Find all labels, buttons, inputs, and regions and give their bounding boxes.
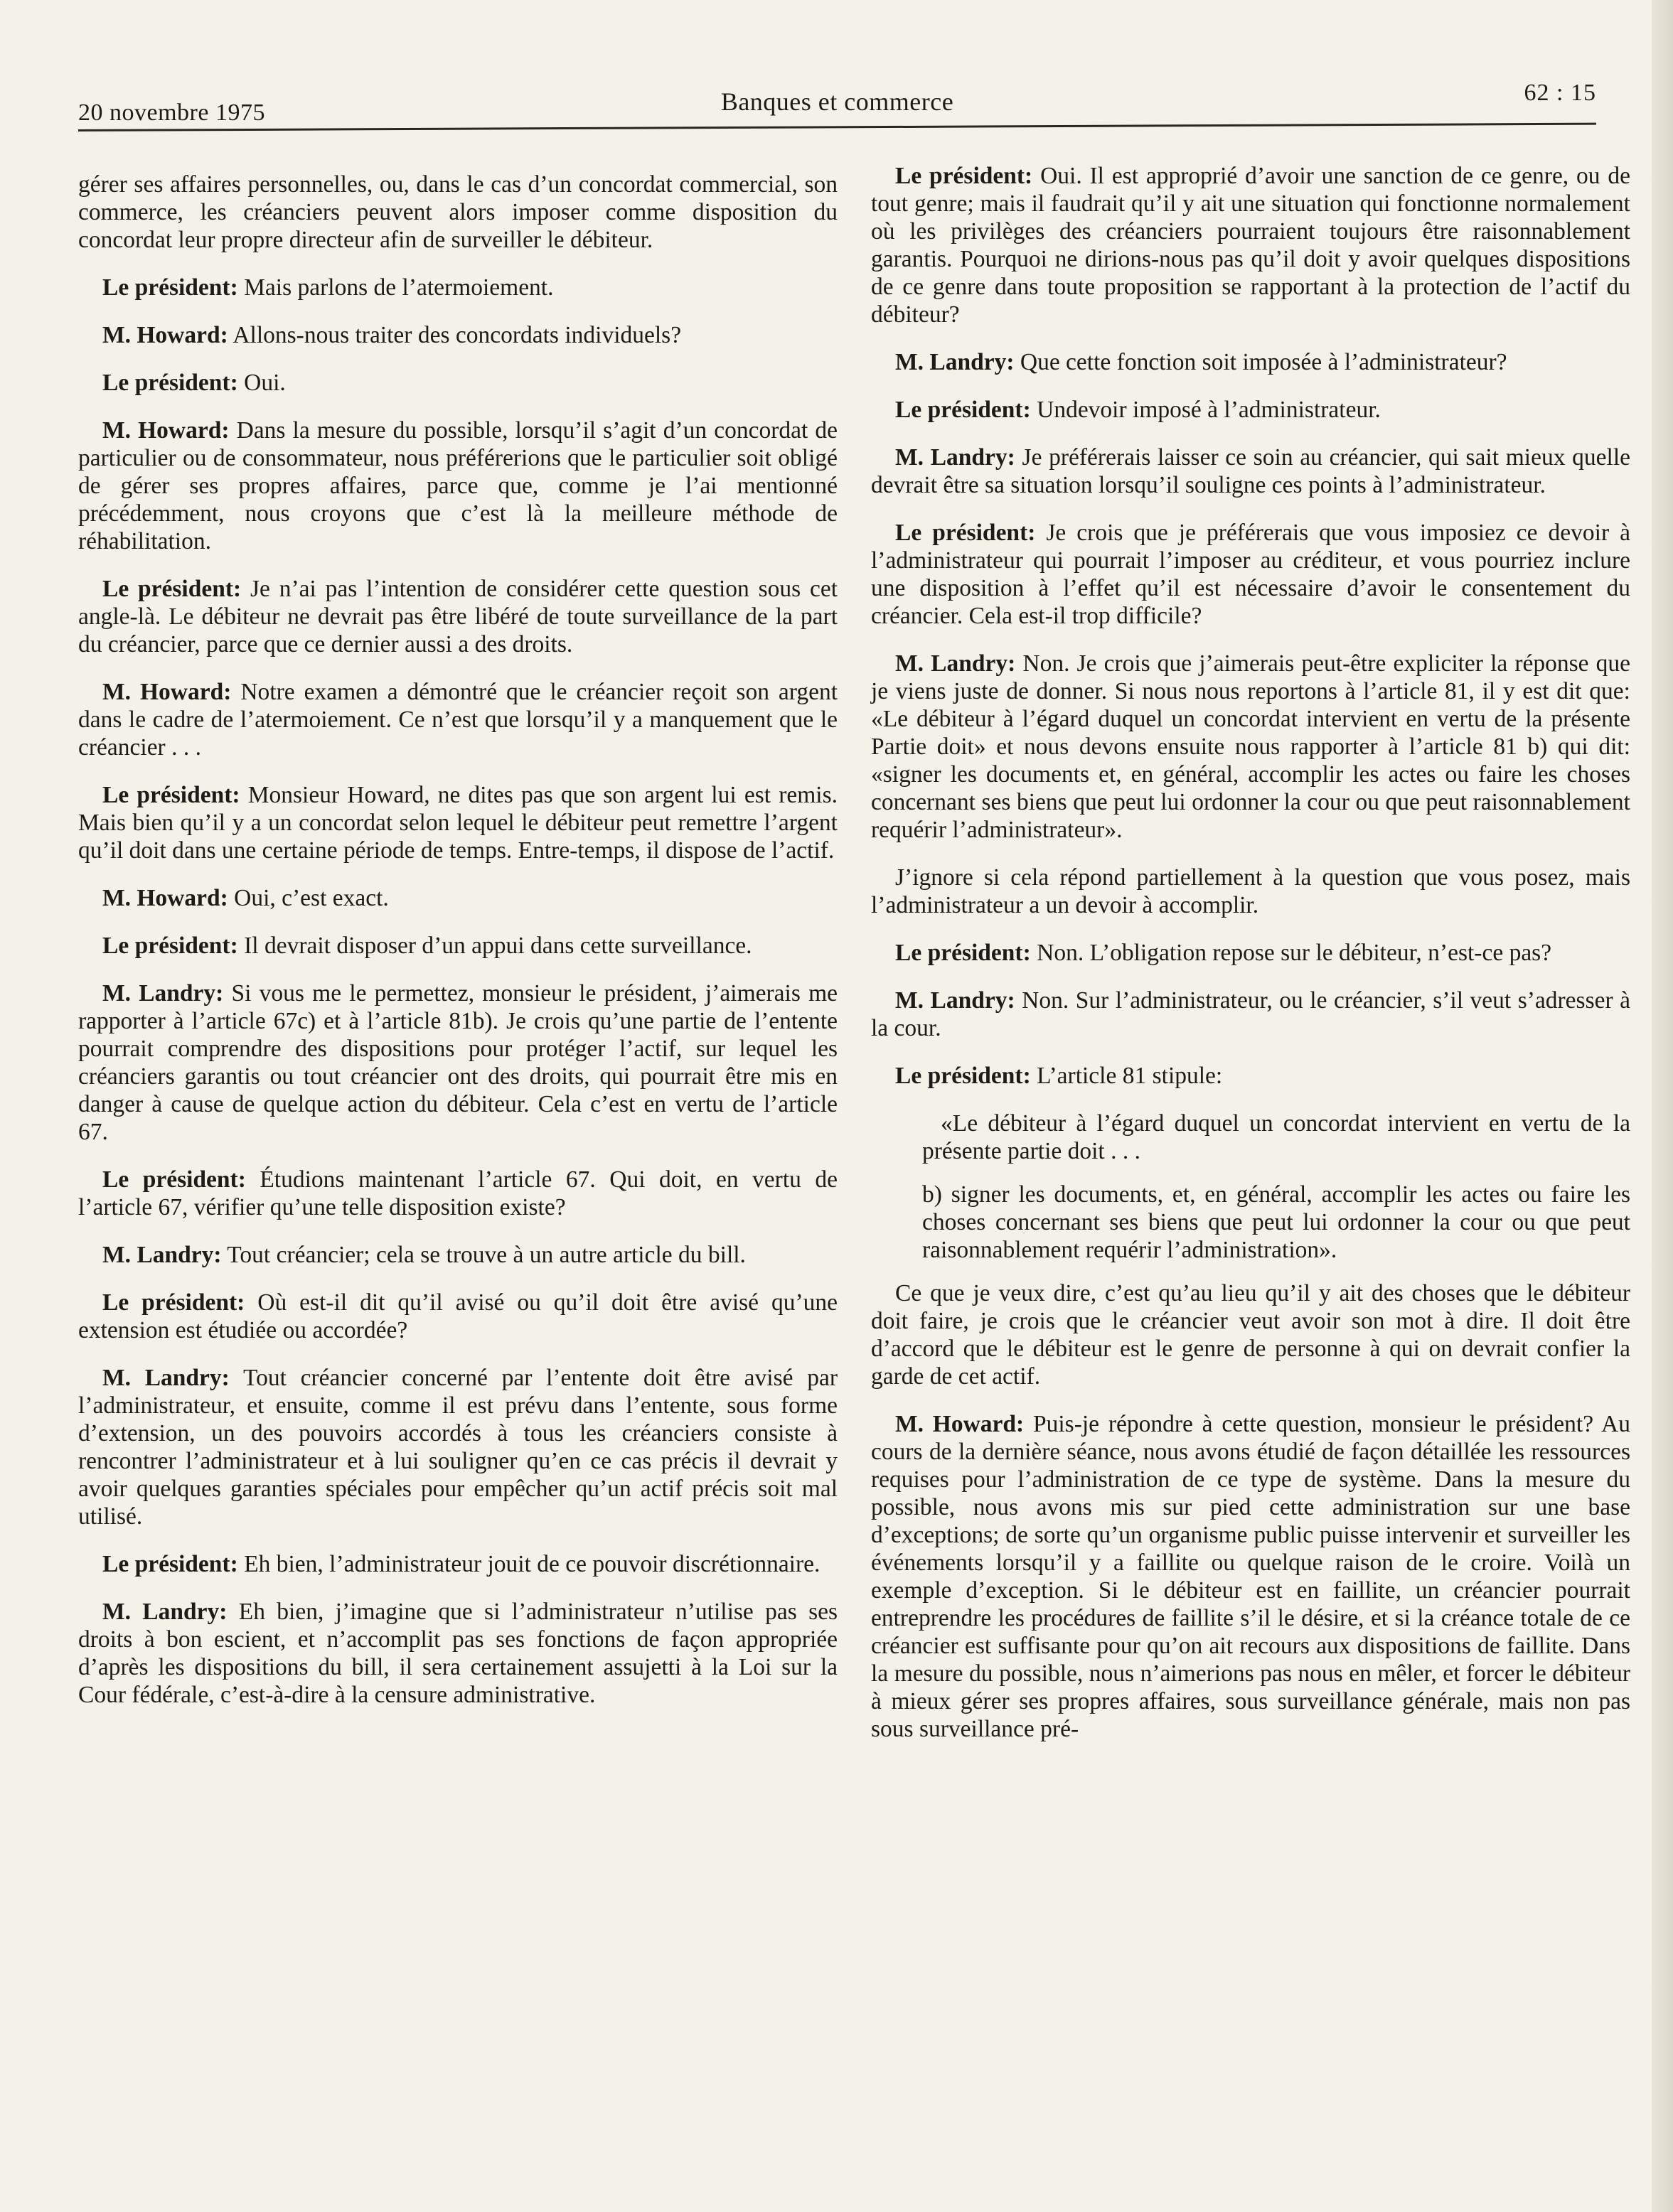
paragraph [871,162,1630,328]
paragraph [78,321,838,349]
paragraph [871,1279,1630,1390]
paragraph [78,417,838,555]
speaker-name: Le président: [102,782,240,808]
speaker-name: Le président: [102,1289,245,1316]
paragraph-text: Que cette fonction soit imposée à l’administrateur? [1020,349,1507,375]
header-page-number: 62 : 15 [1524,80,1596,106]
speaker-name: Le président: [102,370,238,396]
quoted-text: b) signer les documents, et, en général, accomplir les actes ou faire les choses concernant ses biens que peut lui ordonner la cour ou que peut raisonnablement requérir l’administration». [922,1181,1630,1263]
speaker-name: Le président: [895,397,1031,423]
speaker-name: Le président: [102,1551,238,1577]
paragraph-text: Mais parlons de l’atermoiement. [244,274,554,301]
paragraph [871,1062,1630,1090]
paragraph [78,1550,838,1578]
paragraph-text: J’ignore si cela répond partiellement à la question que vous posez, mais l’administrateur a un devoir à accomplir. [871,864,1630,918]
speaker-name: M. Howard: [102,322,228,348]
paragraph-text: Je préférerais laisser ce soin au créancier, qui sait mieux quelle devrait être sa situation lorsqu’il souligne ces points à l’administrateur. [871,444,1631,498]
speaker-name: M. Howard: [102,885,228,911]
paragraph-text: Je n’ai pas l’intention de considérer cette question sous cet angle-là. Le débiteur ne devrait pas être libéré de toute surveillance de la part du créancier, parce que ce dernier aussi a des droits. [78,576,838,657]
paragraph-text: Eh bien, l’administrateur jouit de ce pouvoir discrétionnaire. [244,1551,821,1577]
header-title: Banques et commerce [720,87,954,116]
paragraph [871,939,1630,967]
paragraph [78,678,838,761]
speaker-name: M. Howard: [102,679,232,705]
paragraph-text: gérer ses affaires personnelles, ou, dans le cas d’un concordat commercial, son commerce, les créanciers peuvent alors imposer comme disposition du concordat leur propre directeur afin de surveiller le débiteur. [78,171,838,253]
paragraph-text: Puis-je répondre à cette question, monsieur le président? Au cours de la dernière séance, nous avons étudié de façon détaillée les ressources requises pour l’administration de ce type de système. Dans la mesure du possible, nous avons mis sur pied cette administration sur une base d’exceptions; de sorte qu’un organisme public puisse intervenir et surveiller les événements lorsqu’il y a faillite ou quelque raison de le croire. Voilà un exemple d’exception. Si le débiteur est en faillite, un créancier pourrait entreprendre les procédures de faillite s’il le désire, et si la créance totale de ce créancier est suffisante pour qu’on ait recours aux dispositions de faillite. Dans la mesure du possible, nous n’aimerions pas nous en mêler, et forcer le débiteur à mieux gérer ses propres affaires, sous surveillance générale, mais non pas sous surveillance pré- [871,1411,1630,1742]
paragraph [871,864,1630,919]
paragraph [78,781,838,864]
paragraph [78,932,838,960]
quoted-text: «Le débiteur à l’égard duquel un concordat intervient en vertu de la présente partie doit . . . [922,1110,1630,1164]
speaker-name: Le président: [102,274,238,301]
paragraph-text: Notre examen a démontré que le créancier reçoit son argent dans le cadre de l’atermoiement. Ce n’est que lorsqu’il y a manquement que le créancier . . . [78,679,838,761]
paragraph-text: L’article 81 stipule: [1037,1063,1223,1089]
speaker-name: M. Landry: [102,980,224,1006]
paragraph-text: Il devrait disposer d’un appui dans cette surveillance. [244,933,752,959]
speaker-name: M. Landry: [102,1365,230,1391]
paragraph [871,348,1630,376]
paragraph-text: Je crois que je préférerais que vous imposiez ce devoir à l’administrateur qui pourrait l’imposer au créditeur, et vous pourriez inclure une disposition à l’effet qu’il est nécessaire d’avoir le consentement du créancier. Cela est-il trop difficile? [871,520,1630,629]
paragraph [78,1166,838,1221]
left-column [78,171,838,1729]
paragraph-text: Non. L’obligation repose sur le débiteur, n’est-ce pas? [1037,940,1552,966]
paragraph [871,987,1630,1042]
speaker-name: Le président: [102,933,238,959]
paragraph [78,575,838,658]
paragraph-text: Étudions maintenant l’article 67. Qui doit, en vertu de l’article 67, vérifier qu’une telle disposition existe? [78,1166,838,1220]
speaker-name: Le président: [895,520,1036,546]
paragraph-text: Tout créancier concerné par l’entente doit être avisé par l’administrateur, et ensuite, comme il est prévu dans l’entente, sous forme d’extension, un des pouvoirs accordés à tous les créanciers consiste à rencontrer l’administrateur et à lui souligner qu’en ce cas précis il devrait y avoir quelques garanties spéciales pour empêcher qu’un actif précis soit mal utilisé. [78,1365,838,1530]
paragraph-text: Tout créancier; cela se trouve à un autre article du bill. [227,1242,746,1268]
speaker-name: M. Howard: [102,417,230,444]
paragraph [78,1241,838,1269]
paragraph [78,979,838,1146]
speaker-name: Le président: [895,163,1033,189]
paragraph [871,650,1630,844]
speaker-name: M. Landry: [102,1599,228,1625]
right-column [871,162,1630,1763]
paragraph [78,884,838,912]
speaker-name: M. Landry: [895,987,1015,1014]
speaker-name: M. Landry: [895,349,1015,375]
paragraph-text: Undevoir imposé à l’administrateur. [1037,397,1381,423]
speaker-name: M. Landry: [895,444,1015,471]
paragraph-text: Oui. [244,370,286,396]
paragraph [78,1364,838,1530]
paragraph-text: Si vous me le permettez, monsieur le président, j’aimerais me rapporter à l’article 67c) et à l’article 81b). Je crois qu’une partie de l’entente pourrait comprendre des dispositions pour protéger l’actif, sur lequel les créanciers garantis ou tout créancier ont des droits, qui pourrait être mis en danger à cause de quelque action du débiteur. Cela c’est en vertu de l’article 67. [78,980,838,1145]
paragraph-text: Ce que je veux dire, c’est qu’au lieu qu’il y ait des choses que le débiteur doit faire, je crois que le créancier veut avoir son mot à dire. Il doit être d’accord que le débiteur est le genre de personne à qui on devrait confier la garde de cet actif. [871,1280,1630,1390]
speaker-name: M. Landry: [102,1242,222,1268]
page-edge [1652,0,1673,2212]
speaker-name: Le président: [895,1063,1031,1089]
speaker-name: Le président: [102,576,242,602]
paragraph [871,519,1630,630]
paragraph [871,444,1630,499]
paragraph-text: Monsieur Howard, ne dites pas que son argent lui est remis. Mais bien qu’il y a un concordat selon lequel le débiteur peut remettre l’argent qu’il doit dans une certaine période de temps. Entre-temps, il dispose de l’actif. [78,782,838,864]
paragraph [871,1410,1630,1743]
paragraph-text: Allons-nous traiter des concordats individuels? [232,322,682,348]
paragraph-text: Oui, c’est exact. [234,885,389,911]
paragraph [871,396,1630,424]
paragraph [78,1289,838,1344]
speaker-name: M. Howard: [895,1411,1025,1437]
header-date: 20 novembre 1975 [78,100,265,126]
paragraph-text: Non. Je crois que j’aimerais peut-être expliciter la réponse que je viens juste de donner. Si nous nous reportons à l’article 81, il y est dit que: «Le débiteur à l’égard duquel un concordat intervient en vertu de la présente Partie doit» et nous devons ensuite nous rapporter à l’article 81 b) qui dit: «signer les documents et, en général, accomplir les actes ou faire les choses concernant ses biens que peut lui ordonner la cour ou que peut raisonnablement requérir l’administrateur». [871,650,1631,843]
paragraph [78,1598,838,1709]
speaker-name: Le président: [895,940,1031,966]
paragraph-text: Non. Sur l’administrateur, ou le créancier, s’il veut s’adresser à la cour. [871,987,1631,1041]
speaker-name: M. Landry: [895,650,1016,677]
paragraph-text: Dans la mesure du possible, lorsqu’il s’agit d’un concordat de particulier ou de consommateur, nous préférerions que le particulier soit obligé de gérer ses propres affaires, parce que, comme je l’ai mentionné précédemment, nous croyons que c’est là la meilleure méthode de réhabilitation. [78,417,838,554]
speaker-name: Le président: [102,1166,246,1193]
paragraph-text: Où est-il dit qu’il avisé ou qu’il doit être avisé qu’une extension est étudiée ou accordée? [78,1289,838,1343]
paragraph [78,274,838,301]
paragraph [78,369,838,397]
paragraph-text: Eh bien, j’imagine que si l’administrateur n’utilise pas ses droits à bon escient, et n’accomplit pas ses fonctions de façon appropriée d’après les dispositions du bill, il sera certainement assujetti à la Loi sur la Cour fédérale, c’est-à-dire à la censure administrative. [78,1599,838,1708]
paragraph [78,171,838,254]
paragraph-text: Oui. Il est approprié d’avoir une sanction de ce genre, ou de tout genre; mais il faudrait qu’il y ait une situation qui fonctionne normalement où les privilèges des créanciers pourraient toujours être raisonnablement garantis. Pourquoi ne dirions-nous pas qu’il doit y avoir quelques dispositions de ce genre dans toute proposition se rapportant à la protection de l’actif du débiteur? [871,163,1630,328]
